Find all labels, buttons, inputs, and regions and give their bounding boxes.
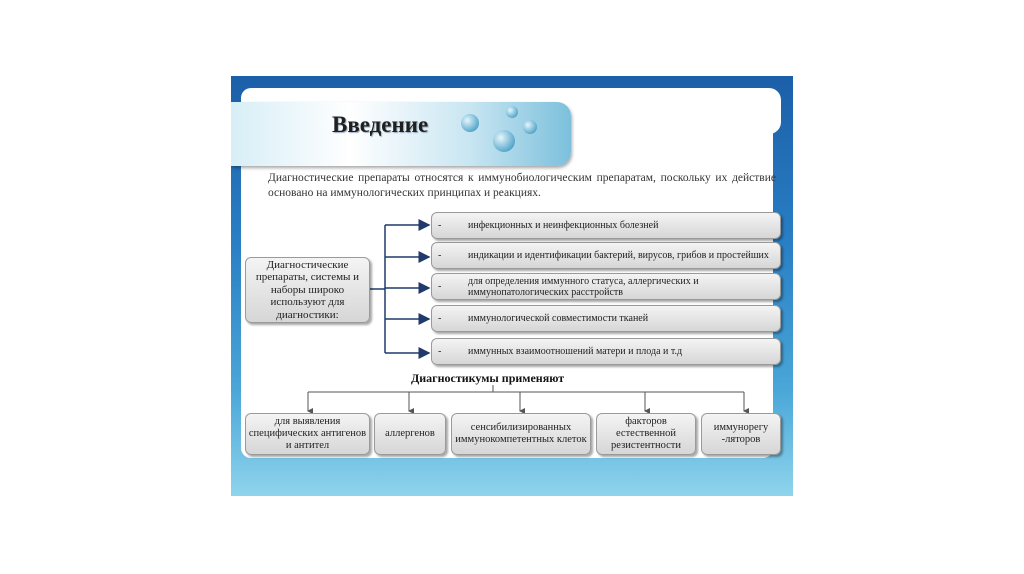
bottom-box-text: сенсибилизированных иммунокомпетентных клеток (455, 422, 587, 445)
list-item-text: для определения иммунного статуса, аллергических и иммунопатологических расстройств (468, 275, 699, 298)
list-item (431, 212, 781, 239)
list-item-dash: - (438, 281, 442, 292)
list-item-dash: - (438, 346, 442, 357)
bottom-box-text: иммунорегу -ляторов (713, 422, 769, 445)
bottom-box-text: для выявления специфических антигенов и антител (248, 416, 367, 451)
list-item-dash: - (438, 220, 442, 231)
bottom-box (451, 413, 591, 455)
list-item-text: иммунологической совместимости тканей (468, 313, 649, 324)
bottom-box (701, 413, 781, 455)
diagnostics-source-text: Диагностические препараты, системы и наборы широко используют для диагностики: (255, 258, 360, 321)
list-item-text: индикации и идентификации бактерий, вирусов, грибов и простейших (468, 250, 769, 261)
diagnostics-source-box (245, 257, 370, 323)
list-item (431, 338, 781, 365)
list-item-text: иммунных взаимоотношений матери и плода и т.д (468, 346, 683, 357)
bottom-box (245, 413, 370, 455)
intro-text: Диагностические препараты относятся к иммунобиологическим препаратам, поскольку их действие основано на иммунологических принципах и реакциях. (268, 172, 776, 199)
diagnosticums-heading: Диагностикумы применяют (411, 371, 565, 385)
list-item (431, 305, 781, 332)
list-item (431, 273, 781, 300)
list-item (431, 242, 781, 269)
bottom-box (596, 413, 696, 455)
bottom-box (374, 413, 446, 455)
slide (231, 76, 793, 496)
bottom-box-text: аллергенов (385, 428, 435, 439)
list-item-text: инфекционных и неинфекционных болезней (468, 220, 659, 231)
bottom-box-text: факторов естественной резистентности (611, 416, 681, 451)
slide-title: Введение (332, 112, 429, 137)
list-item-dash: - (438, 250, 442, 261)
list-item-dash: - (438, 313, 442, 324)
